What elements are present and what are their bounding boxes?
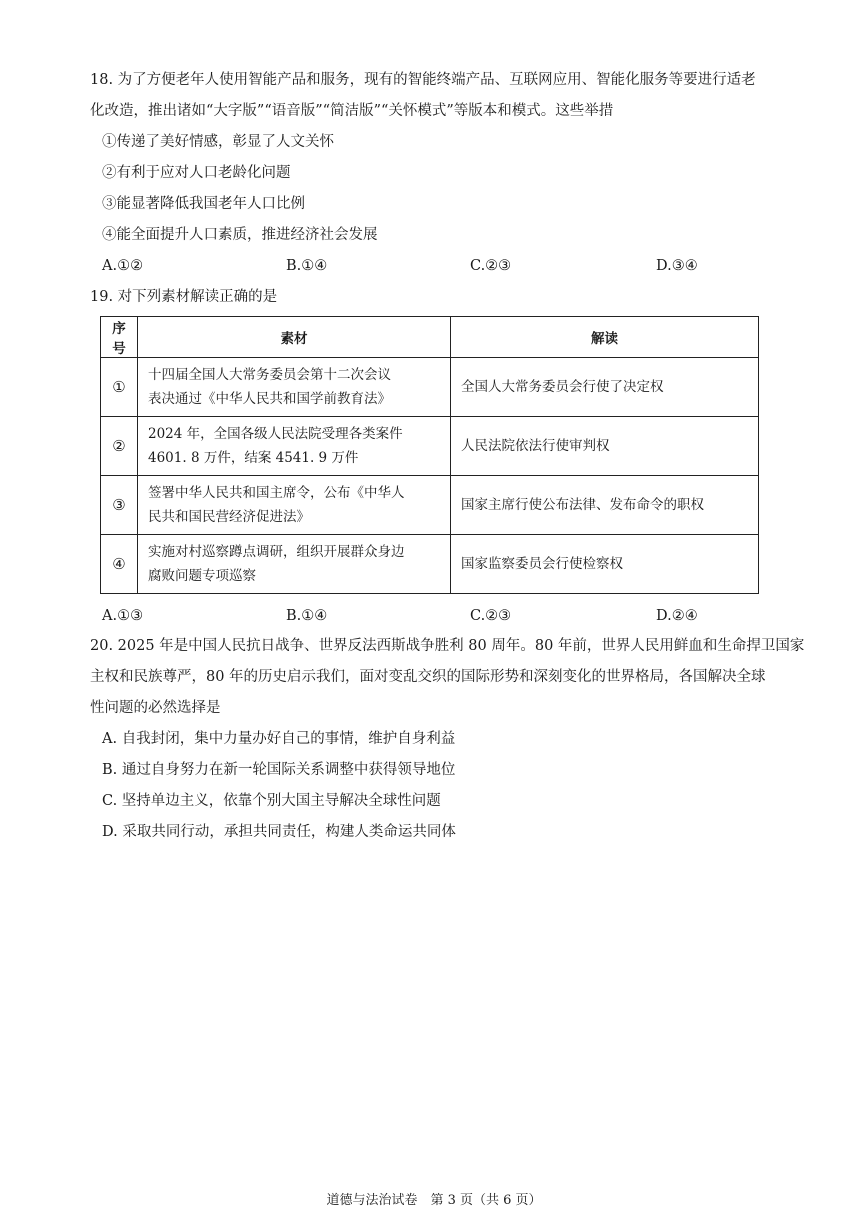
q18-item-2: ②有利于应对人口老龄化问题	[102, 165, 291, 181]
material-line-1: 2024 年，全国各级人民法院受理各类案件	[148, 426, 403, 442]
q18-option-b: B.①④	[286, 258, 328, 274]
q20-option-a: A. 自我封闭，集中力量办好自己的事情，维护自身利益	[102, 731, 456, 747]
q18-option-a: A.①②	[102, 258, 144, 274]
table-header-number: 序号	[101, 317, 138, 358]
material-line-1: 实施对村巡察蹲点调研，组织开展群众身边	[148, 544, 405, 560]
q19-option-a: A.①③	[102, 608, 144, 624]
q18-item-1: ①传递了美好情感，彰显了人文关怀	[102, 134, 334, 150]
table-header-interpretation: 解读	[451, 317, 759, 358]
q18-stem-line-1: 18. 为了方便老年人使用智能产品和服务，现有的智能终端产品、互联网应用、智能化服务等要进行适老	[90, 72, 756, 88]
q20-stem-line-1: 20. 2025 年是中国人民抗日战争、世界反法西斯战争胜利 80 周年。80 年前，世界人民用鲜血和生命捍卫国家	[90, 638, 805, 654]
table-header-row	[101, 317, 759, 358]
row-number: ④	[101, 535, 138, 594]
table-row	[101, 476, 759, 535]
row-material	[138, 417, 451, 476]
q19-option-b: B.①④	[286, 608, 328, 624]
q19-table	[100, 316, 759, 594]
q18-item-3: ③能显著降低我国老年人口比例	[102, 196, 305, 212]
row-interpretation: 国家监察委员会行使检察权	[451, 535, 759, 594]
material-line-2: 表决通过《中华人民共和国学前教育法》	[148, 391, 391, 407]
table-row	[101, 535, 759, 594]
table-row	[101, 358, 759, 417]
material-line-1: 十四届全国人大常务委员会第十二次会议	[148, 367, 391, 383]
row-interpretation: 人民法院依法行使审判权	[451, 417, 759, 476]
q19-option-c: C.②③	[470, 608, 512, 624]
material-line-2: 4601. 8 万件，结案 4541. 9 万件	[148, 450, 359, 466]
row-interpretation: 全国人大常务委员会行使了决定权	[451, 358, 759, 417]
material-line-1: 签署中华人民共和国主席令，公布《中华人	[148, 485, 405, 501]
q18-option-d: D.③④	[656, 258, 698, 274]
table-header-material: 素材	[138, 317, 451, 358]
q19-stem: 19. 对下列素材解读正确的是	[90, 289, 278, 305]
row-number: ②	[101, 417, 138, 476]
q20-option-c: C. 坚持单边主义，依靠个别大国主导解决全球性问题	[102, 793, 441, 809]
q20-stem-line-2: 主权和民族尊严，80 年的历史启示我们，面对变乱交织的国际形势和深刻变化的世界格局，各国解决全球	[90, 669, 766, 685]
page-footer: 道德与法治试卷 第 3 页（共 6 页）	[326, 1193, 542, 1208]
q20-option-b: B. 通过自身努力在新一轮国际关系调整中获得领导地位	[102, 762, 456, 778]
q19-option-d: D.②④	[656, 608, 698, 624]
q18-option-c: C.②③	[470, 258, 512, 274]
row-material	[138, 535, 451, 594]
row-number: ①	[101, 358, 138, 417]
q18-stem-line-2: 化改造，推出诸如“大字版”“语音版”“简洁版”“关怀模式”等版本和模式。这些举措	[90, 103, 614, 119]
row-material	[138, 476, 451, 535]
row-number: ③	[101, 476, 138, 535]
row-material	[138, 358, 451, 417]
material-line-2: 腐败问题专项巡察	[148, 568, 256, 584]
q18-item-4: ④能全面提升人口素质，推进经济社会发展	[102, 227, 378, 243]
q20-option-d: D. 采取共同行动，承担共同责任，构建人类命运共同体	[102, 824, 456, 840]
material-line-2: 民共和国民营经济促进法》	[148, 509, 310, 525]
row-interpretation: 国家主席行使公布法律、发布命令的职权	[451, 476, 759, 535]
q20-stem-line-3: 性问题的必然选择是	[90, 700, 221, 716]
table-row	[101, 417, 759, 476]
